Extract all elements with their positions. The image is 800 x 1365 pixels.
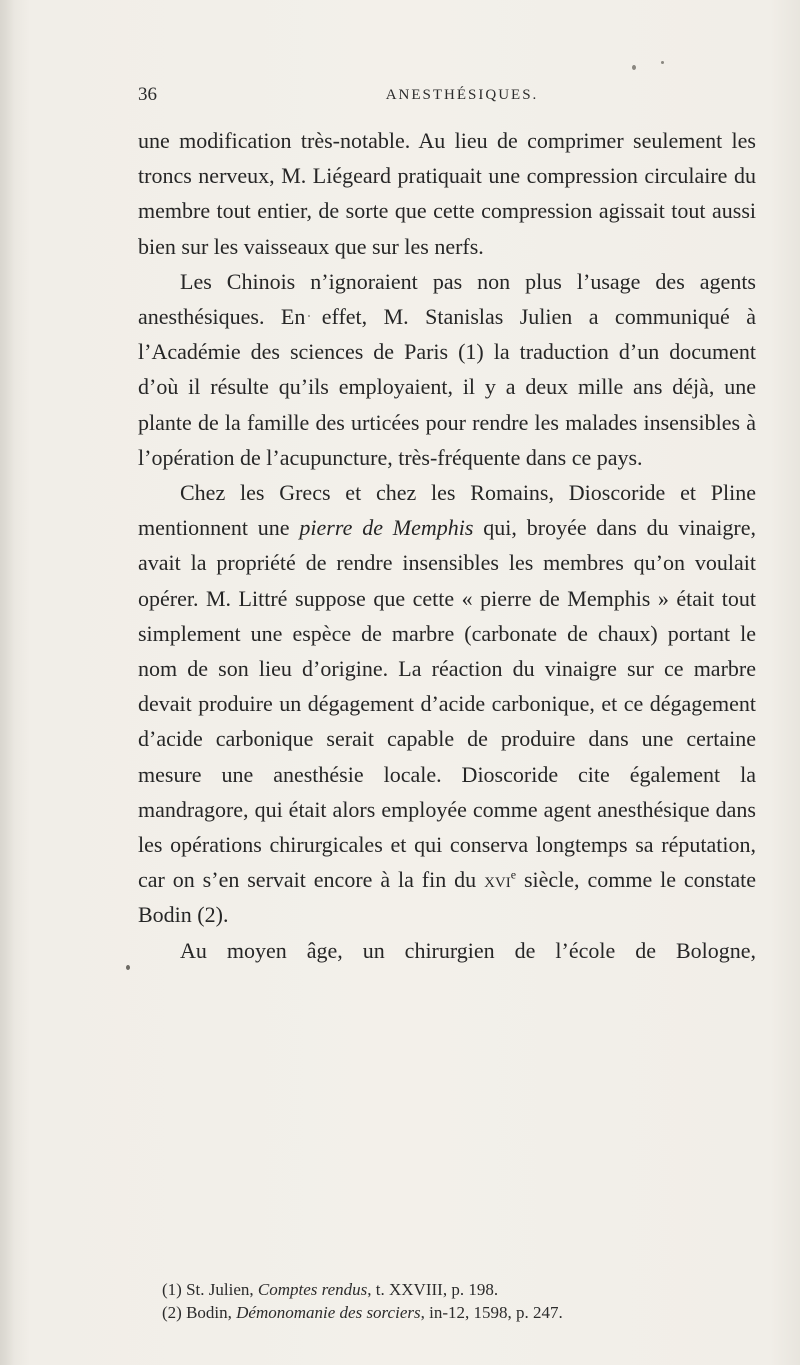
paragraph <box>138 264 756 475</box>
footnote <box>162 1301 756 1324</box>
paper-speck <box>661 61 664 64</box>
century-numeral: xvi <box>484 867 511 893</box>
body-text <box>138 123 756 968</box>
binding-shadow <box>0 0 14 1365</box>
footnote <box>162 1278 756 1301</box>
footnote-rest: , t. XXVIII, p. 198. <box>367 1280 499 1299</box>
paragraph-text: la traduction d’un document d’où il résulte qu’ils employaient, il y a deux mille ans déjà, une plante de la famille des urticées pour rendre les malades insensibles à l’opération de l’acupuncture, très-fréquente dans ce pays. <box>138 339 756 470</box>
page-header <box>138 84 756 114</box>
footnotes <box>162 1278 756 1324</box>
footnote-title: Comptes rendus <box>257 1280 368 1299</box>
paragraph-text: . <box>222 902 229 928</box>
footnote-title: Démonomanie des sorciers <box>236 1303 421 1322</box>
paragraph <box>138 123 756 264</box>
footnote-author: Bodin, <box>186 1303 237 1322</box>
footnote-mark: (2) <box>162 1303 182 1322</box>
paper-speck <box>632 65 636 70</box>
running-head: ANESTHÉSIQUES. <box>385 87 539 103</box>
paragraph-text: Les Chinois n’ignoraient pas non plus l’usage des agents anesthésiques. En effet, M. Stanislas Julien a communiqué à l’Académie des sciences de Paris <box>138 268 756 365</box>
paragraph-text: une modification très-notable. Au lieu de comprimer seulement les troncs nerveux, M. Liégeard pratiquait une compression circulaire du membre tout entier, de sorte que cette compression agissait tout aussi bien sur les vaisseaux que sur les nerfs. <box>138 128 756 259</box>
superscript: e <box>510 867 517 882</box>
italic-phrase: pierre de Memphis <box>299 515 474 541</box>
paragraph <box>138 475 756 933</box>
paragraph-text: Au moyen âge, un chirurgien de l’école de Bologne, <box>180 937 756 963</box>
footnote-reference: (1) <box>458 339 484 365</box>
footnote-author: St. Julien, <box>186 1280 258 1299</box>
paragraph-text: qui, broyée dans du vinaigre, avait la propriété de rendre insensibles les membres qu’on voulait opérer. M. Littré suppose que cette « pierre de Memphis » était tout simplement une espèce de marbre (carbonate de chaux) portant le nom de son lieu d’origine. La réaction du vinaigre sur ce marbre devait produire un dégagement d’acide carbonique, et ce dégagement d’acide carbonique serait capable de produire dans une certaine mesure une anesthésie locale. Dioscoride cite également la mandragore, qui était alors employée comme agent anesthésique dans les opérations chirurgicales et qui conserva longtemps sa réputation, car on s’en servait encore à la fin du <box>138 515 757 893</box>
paragraph <box>138 933 756 968</box>
footnote-mark: (1) <box>162 1280 182 1299</box>
page-number: 36 <box>138 84 157 105</box>
paper-speck <box>126 965 130 970</box>
footnote-rest: , in-12, 1598, p. 247. <box>420 1303 563 1322</box>
footnote-reference: (2) <box>197 902 223 928</box>
paragraph-text: siècle, comme le constate Bodin <box>138 867 756 928</box>
paragraph-text: Chez les Grecs et chez les Romains, Dioscoride et Pline mentionnent une <box>138 480 756 541</box>
